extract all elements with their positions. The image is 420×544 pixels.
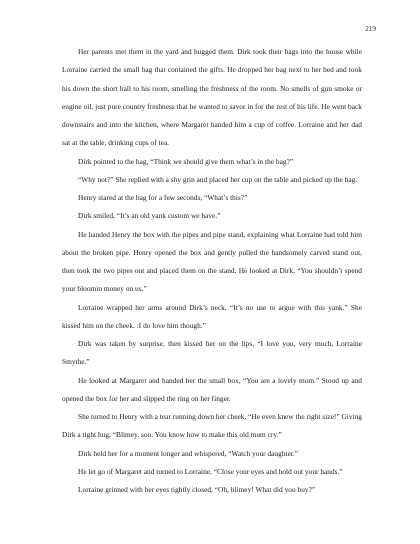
paragraph: “Why not?” She replied with a shy grin and placed her cup on the table and picked up the bag. [78, 174, 358, 184]
body-text [62, 43, 362, 499]
paragraph: He looked at Margaret and handed her the small box, “You are a lovely mom.” Stood up and opened the box for her and slipped the ring on her finger. [62, 375, 362, 403]
paragraph: Dirk was taken by surprise, then kissed her on the lips, “I love you, very much, Lorraine Smythe.” [62, 339, 362, 367]
paragraph: Lorraine grinned with her eyes tightly closed, “Oh, blimey! What did you buy?” [78, 485, 316, 494]
paragraph: Her parents met them in the yard and hugged them. Dirk took their bags into the house while Lorraine carried the small bag that contained the gifts. He dropped her bag next to her bed and took his down the short hall to his room, smelling the freshness of the room. No smells of gun smoke or engine oil, just pure country freshness that he wanted to savor in for the rest of his life. He went back downstairs and into the kitchen, where Margaret handed him a cup of coffee. Lorraine and her dad sat at the table, drinking cups of tea. [62, 47, 362, 148]
paragraph: He let go of Margaret and turned to Lorraine, “Close your eyes and hold out your hands.” [78, 466, 343, 476]
paragraph: Dirk held her for a moment longer and whispered, “Watch your daughter.” [78, 448, 299, 458]
paragraph: Henry stared at the bag for a few seconds, “What’s this?” [78, 193, 248, 202]
paragraph: She turned to Henry with a tear running down her cheek, “He even knew the right size!” Giving Dirk a tight hug, “Blimey, son. You know how to make this old mum cry.” [62, 412, 362, 440]
page-number: 219 [365, 25, 376, 33]
paragraph: Dirk smiled, “It’s an old yank custom we have.” [78, 211, 221, 221]
paragraph: He handed Henry the box with the pipes and pipe stand, explaining what Lorraine had told him about the broken pipe. Henry opened the box and gently pulled the handsomely carved stand out, then took the two pipes out and placed them on the stand. He looked at Dirk, “You shouldn’t spend your bloomin money on us.” [62, 229, 362, 294]
paragraph: Dirk pointed to the bag, “Think we should give them what’s in the bag?” [78, 156, 294, 166]
paragraph: Lorraine wrapped her arms around Dirk’s neck, “It’s no use to argue with this yank.” She kissed him on the cheek. :I do love him though.” [62, 302, 362, 330]
